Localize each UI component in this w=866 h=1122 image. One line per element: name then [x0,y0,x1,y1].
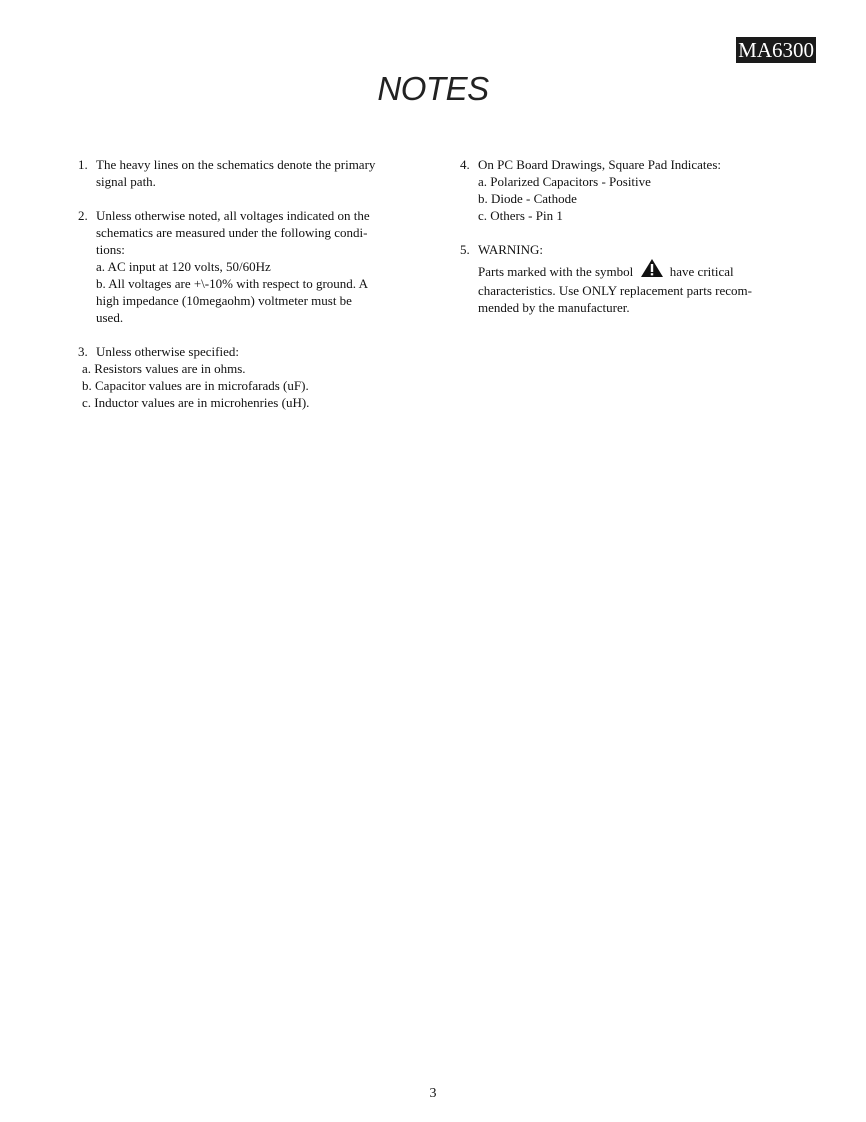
warning-text-before: Parts marked with the symbol [478,264,634,279]
note-subitem: a. Resistors values are in ohms. [82,361,246,376]
warning-triangle-icon [640,258,664,282]
note-text: On PC Board Drawings, Square Pad Indicates: [478,157,721,172]
page-number: 3 [429,1086,437,1101]
note-text: Unless otherwise noted, all voltages indicated on the [96,208,370,223]
warning-heading: WARNING: [478,242,543,257]
note-text: tions: [96,242,125,257]
note-text: Unless otherwise specified: [96,344,239,359]
note-text: The heavy lines on the schematics denote the primary [96,157,376,172]
note-subitem: c. Inductor values are in microhenries (uH). [82,395,310,410]
note-number: 2. [78,208,88,223]
note-number: 5. [460,242,470,257]
warning-first-line [478,258,790,282]
note-subitem: b. Diode - Cathode [478,191,577,206]
note-5 [460,241,790,316]
note-subitem: used. [96,310,124,325]
note-3 [78,343,418,411]
note-1 [78,156,418,190]
note-text: schematics are measured under the following condi- [96,225,368,240]
page-title: NOTES [377,70,489,107]
note-subitem: b. All voltages are +\-10% with respect to ground. A [96,276,368,291]
note-number: 1. [78,157,88,172]
notes-right-column [460,156,790,333]
note-subitem: b. Capacitor values are in microfarads (uF). [82,378,309,393]
note-2 [78,207,418,326]
note-subitem: c. Others - Pin 1 [478,208,563,223]
notes-left-column [78,156,418,428]
note-subitem: a. AC input at 120 volts, 50/60Hz [96,259,271,274]
note-number: 3. [78,344,88,359]
note-number: 4. [460,157,470,172]
note-text: mended by the manufacturer. [478,300,630,315]
note-subitem: a. Polarized Capacitors - Positive [478,174,651,189]
note-text: characteristics. Use ONLY replacement parts recom- [478,283,752,298]
note-subitem: high impedance (10megaohm) voltmeter must be [96,293,352,308]
note-4 [460,156,790,224]
note-text: signal path. [96,174,156,189]
model-badge: MA6300 [738,38,814,62]
warning-text-after: have critical [669,264,734,279]
